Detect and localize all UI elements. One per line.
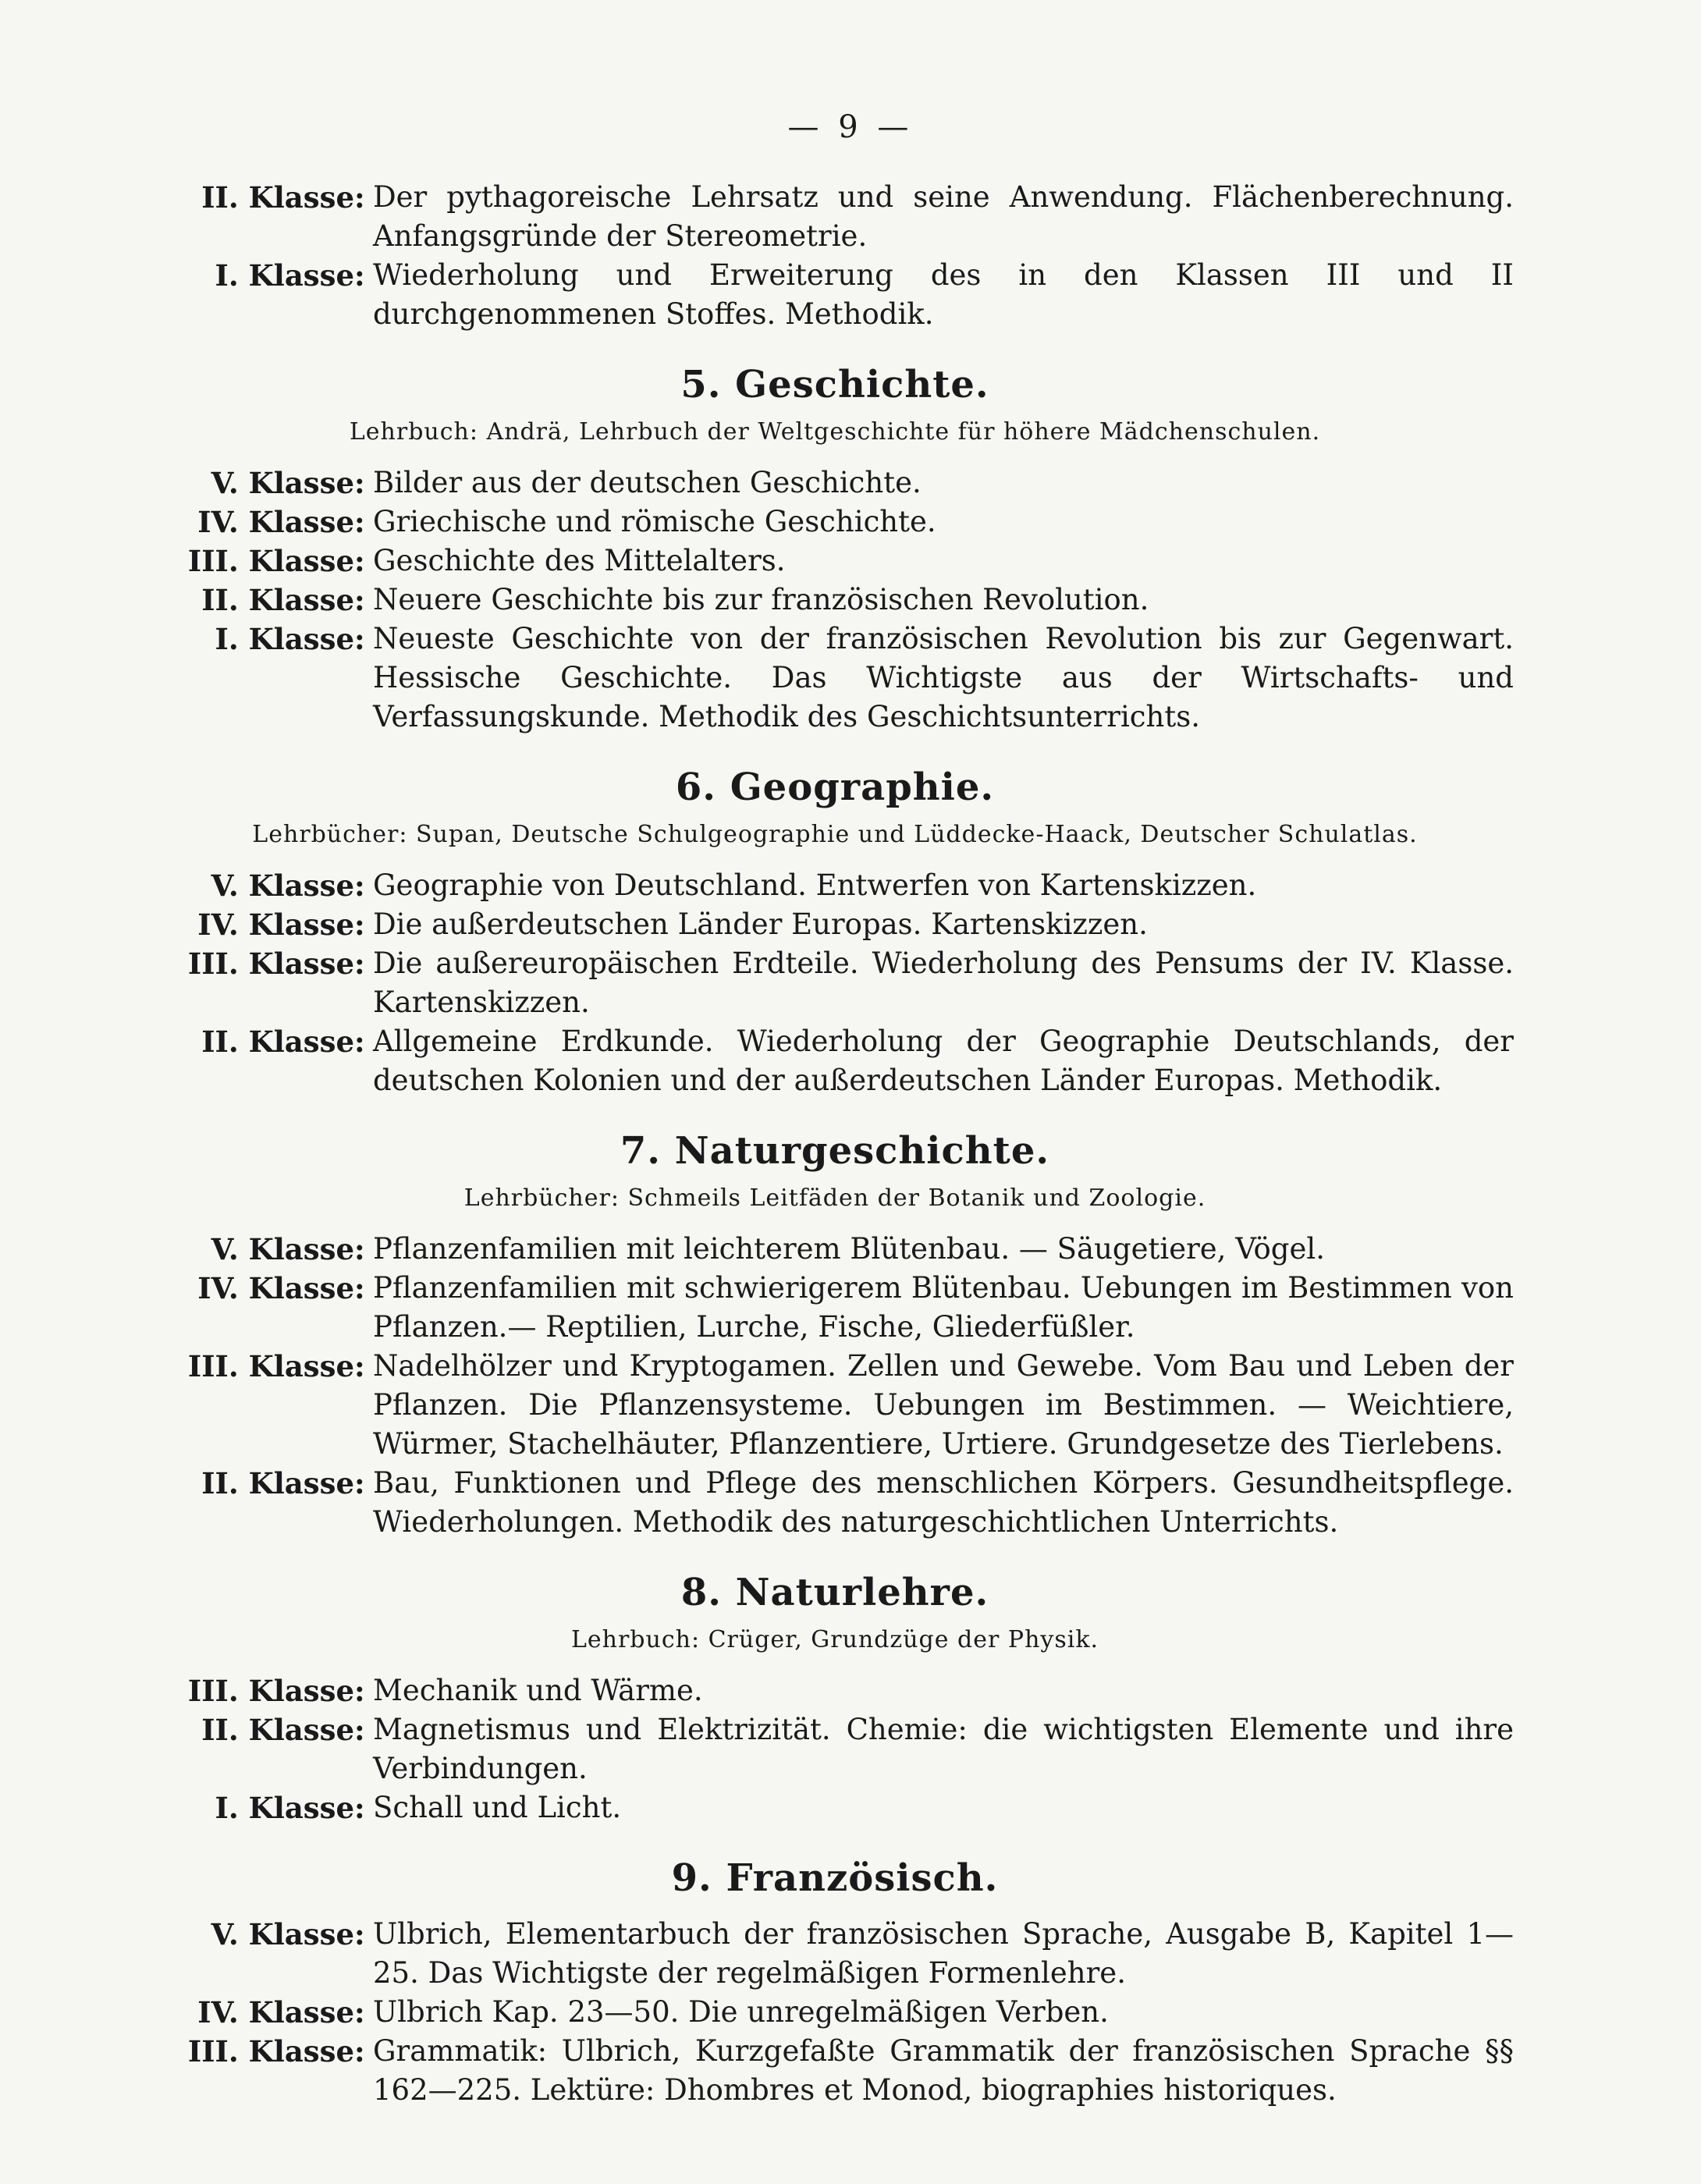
class-entry	[156, 1347, 1514, 1464]
colon-separator: :	[354, 622, 365, 656]
textbook-note: Lehrbuch: Andrä, Lehrbuch der Weltgeschichte für höhere Mädchenschulen.	[349, 418, 1321, 446]
class-curriculum-text: Die außereuropäischen Erdteile. Wiederholung des Pensums der IV. Klasse. Kartenskizzen.	[373, 946, 1514, 1019]
class-curriculum-text: Neueste Geschichte von der französischen Revolution bis zur Gegenwart. Hessische Geschichte. Das Wichtigste aus der Wirtschafts- und Verfassungskunde. Methodik des Geschichtsunterrichts.	[373, 622, 1514, 733]
class-curriculum-text: Neuere Geschichte bis zur französischen Revolution.	[373, 583, 1149, 616]
class-label: II. Klasse	[201, 1466, 354, 1500]
class-label: I. Klasse	[215, 258, 354, 293]
class-label: III. Klasse	[187, 1349, 354, 1383]
colon-separator: :	[354, 180, 365, 215]
class-curriculum-text: Die außerdeutschen Länder Europas. Kartenskizzen.	[373, 907, 1148, 941]
class-entry	[156, 944, 1514, 1022]
section-title: Naturgeschichte.	[674, 1129, 1050, 1173]
colon-separator: :	[354, 1713, 365, 1747]
class-label: III. Klasse	[187, 2034, 354, 2069]
section-number: 8.	[680, 1571, 722, 1614]
class-entry	[156, 178, 1514, 256]
class-entry	[156, 1464, 1514, 1542]
class-entry	[156, 256, 1514, 334]
colon-separator: :	[354, 1995, 365, 2030]
colon-separator: :	[354, 1025, 365, 1059]
class-entry	[156, 1788, 1514, 1827]
class-label: IV. Klasse	[197, 505, 354, 539]
class-entry	[156, 1710, 1514, 1788]
section-number: 6.	[675, 765, 716, 809]
section-title: Naturlehre.	[735, 1571, 989, 1614]
class-label: II. Klasse	[201, 180, 354, 215]
section-heading	[156, 763, 1514, 811]
class-entry	[156, 1230, 1514, 1269]
page-content	[156, 178, 1514, 2110]
colon-separator: :	[354, 258, 365, 293]
class-entry	[156, 502, 1514, 542]
class-entry	[156, 1671, 1514, 1710]
colon-separator: :	[354, 466, 365, 500]
class-curriculum-text: Ulbrich, Elementarbuch der französischen Sprache, Ausgabe B, Kapitel 1—25. Das Wichtigste der regelmäßigen Formenlehre.	[373, 1917, 1514, 1990]
section-number: 9.	[671, 1856, 712, 1900]
section-heading	[156, 1854, 1514, 1902]
colon-separator: :	[354, 505, 365, 539]
textbook-note: Lehrbücher: Schmeils Leitfäden der Botanik und Zoologie.	[463, 1184, 1206, 1212]
class-curriculum-text: Pflanzenfamilien mit schwierigerem Blütenbau. Uebungen im Bestimmen von Pflanzen.— Reptilien, Lurche, Fische, Gliederfüßler.	[373, 1271, 1514, 1344]
class-curriculum-text: Schall und Licht.	[373, 1791, 622, 1824]
class-entry	[156, 1022, 1514, 1100]
class-curriculum-text: Geographie von Deutschland. Entwerfen von Kartenskizzen.	[373, 868, 1257, 902]
colon-separator: :	[354, 868, 365, 903]
class-curriculum-text: Wiederholung und Erweiterung des in den Klassen III und II durchgenommenen Stoffes. Methodik.	[373, 258, 1514, 331]
class-curriculum-text: Magnetismus und Elektrizität. Chemie: die wichtigsten Elemente und ihre Verbindungen.	[373, 1713, 1514, 1785]
colon-separator: :	[354, 1917, 365, 1951]
section-number: 5.	[680, 363, 722, 407]
class-curriculum-text: Pflanzenfamilien mit leichterem Blütenbau. — Säugetiere, Vögel.	[373, 1232, 1325, 1266]
class-label: V. Klasse	[211, 1917, 354, 1951]
class-label: III. Klasse	[187, 1674, 354, 1708]
class-label: II. Klasse	[201, 583, 354, 617]
class-label: V. Klasse	[211, 1232, 354, 1266]
page-number: — 9 —	[787, 109, 914, 145]
colon-separator: :	[354, 946, 365, 981]
class-entry	[156, 905, 1514, 944]
class-label: I. Klasse	[215, 622, 354, 656]
class-entry	[156, 1915, 1514, 1993]
class-entry	[156, 1993, 1514, 2032]
class-entry	[156, 2032, 1514, 2110]
class-curriculum-text: Geschichte des Mittelalters.	[373, 544, 786, 577]
class-entry	[156, 1269, 1514, 1347]
section-title: Geschichte.	[735, 363, 989, 407]
colon-separator: :	[354, 1674, 365, 1708]
textbook-note: Lehrbücher: Supan, Deutsche Schulgeographie und Lüddecke-Haack, Deutscher Schulatlas.	[252, 821, 1418, 848]
section-title: Geographie.	[730, 765, 995, 809]
section-heading	[156, 360, 1514, 409]
section-number: 7.	[620, 1129, 661, 1173]
section-title: Französisch.	[726, 1856, 999, 1900]
class-curriculum-text: Nadelhölzer und Kryptogamen. Zellen und Gewebe. Vom Bau und Leben der Pflanzen. Die Pflanzensysteme. Uebungen im Bestimmen. — Weichtiere, Würmer, Stachelhäuter, Pflanzentiere, Urtiere. Grundgesetze des Tierlebens.	[373, 1349, 1514, 1461]
class-label: I. Klasse	[215, 1791, 354, 1825]
colon-separator: :	[354, 1791, 365, 1825]
class-entry	[156, 542, 1514, 581]
colon-separator: :	[354, 583, 365, 617]
class-label: IV. Klasse	[197, 1271, 354, 1305]
class-label: II. Klasse	[201, 1713, 354, 1747]
class-curriculum-text: Ulbrich Kap. 23—50. Die unregelmäßigen Verben.	[373, 1995, 1109, 2029]
class-label: IV. Klasse	[197, 907, 354, 942]
class-label: IV. Klasse	[197, 1995, 354, 2030]
class-entry	[156, 463, 1514, 502]
class-entry	[156, 866, 1514, 905]
textbook-note: Lehrbuch: Crüger, Grundzüge der Physik.	[570, 1626, 1099, 1653]
class-label: II. Klasse	[201, 1025, 354, 1059]
class-label: V. Klasse	[211, 868, 354, 903]
class-label: III. Klasse	[187, 946, 354, 981]
class-curriculum-text: Allgemeine Erdkunde. Wiederholung der Geographie Deutschlands, der deutschen Kolonien und der außerdeutschen Länder Europas. Methodik.	[373, 1025, 1514, 1097]
class-entry	[156, 620, 1514, 737]
class-curriculum-text: Bau, Funktionen und Pflege des menschlichen Körpers. Gesundheitspflege. Wiederholungen. Methodik des naturgeschichtlichen Unterrichts.	[373, 1466, 1514, 1539]
class-label: III. Klasse	[187, 544, 354, 578]
colon-separator: :	[354, 2034, 365, 2069]
colon-separator: :	[354, 1466, 365, 1500]
colon-separator: :	[354, 1232, 365, 1266]
colon-separator: :	[354, 1349, 365, 1383]
section-heading	[156, 1568, 1514, 1617]
class-curriculum-text: Grammatik: Ulbrich, Kurzgefaßte Grammatik der französischen Sprache §§ 162—225. Lektüre: Dhombres et Monod, biographies historiques.	[373, 2034, 1514, 2107]
class-curriculum-text: Mechanik und Wärme.	[373, 1674, 703, 1707]
colon-separator: :	[354, 907, 365, 942]
class-curriculum-text: Der pythagoreische Lehrsatz und seine Anwendung. Flächenberechnung. Anfangsgründe der Stereometrie.	[373, 180, 1514, 253]
section-heading	[156, 1127, 1514, 1175]
class-entry	[156, 581, 1514, 620]
colon-separator: :	[354, 1271, 365, 1305]
class-label: V. Klasse	[211, 466, 354, 500]
class-curriculum-text: Bilder aus der deutschen Geschichte.	[373, 466, 922, 499]
class-curriculum-text: Griechische und römische Geschichte.	[373, 505, 936, 538]
colon-separator: :	[354, 544, 365, 578]
